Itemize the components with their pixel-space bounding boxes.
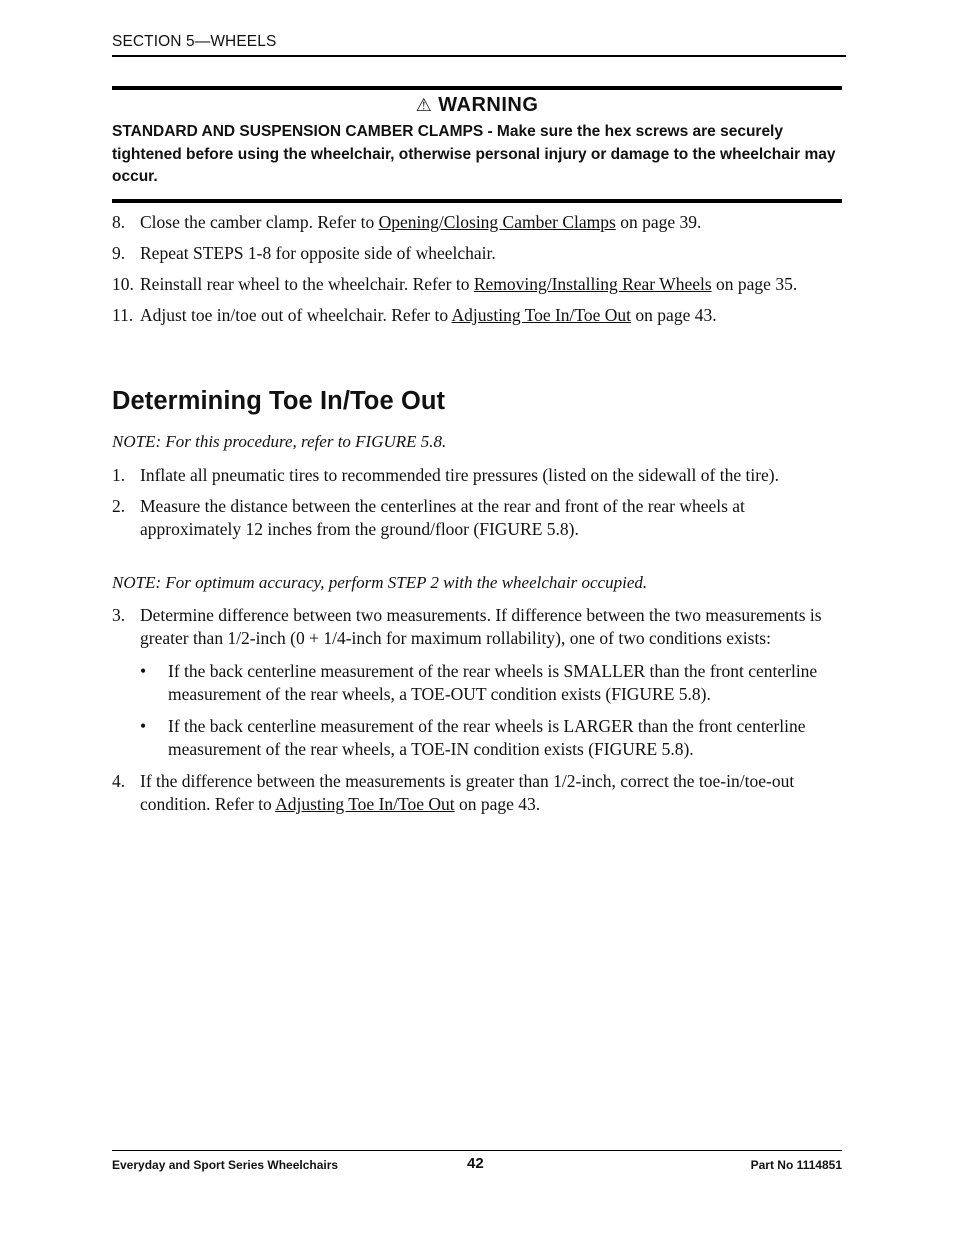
list-item [112,273,842,296]
step-number: 4. [112,771,126,791]
step-text: If the difference between the measurements is greater than 1/2-inch, correct the toe-in/toe-out condition. Refer to [140,771,795,814]
footer-part-number: Part No 1114851 [750,1158,842,1172]
cross-reference-link[interactable]: Opening/Closing Camber Clamps [378,212,616,232]
step-list-continued-2 [112,604,842,824]
warning-body: STANDARD AND SUSPENSION CAMBER CLAMPS - Make sure the hex screws are securely tightened before using the wheelchair, otherwise personal injury or damage to the wheelchair may occur. [112,123,836,185]
bullet-dot: • [140,716,147,736]
warning-triangle-icon: ⚠ [415,95,433,115]
header-divider [112,55,846,57]
warning-top-divider [112,86,842,90]
warning-bottom-divider [112,199,842,203]
step-text: Measure the distance between the centerlines at the rear and front of the rear wheels at approximately 12 inches from the ground/floor (FIGURE 5.8). [140,496,745,539]
section-header: SECTION 5—WHEELS [112,33,277,50]
step-number: 3. [112,605,126,625]
footer-product-name: Everyday and Sport Series Wheelchairs [112,1158,339,1172]
warning-title [112,94,842,117]
step-number: 8. [112,212,126,232]
section-heading: Determining Toe In/Toe Out [112,387,446,415]
step-text-tail: on page 43. [631,305,717,325]
list-item [112,304,842,327]
condition-bullet-list [140,660,842,761]
step-text: Reinstall rear wheel to the wheelchair. Refer to [140,274,474,294]
bullet-text: If the back centerline measurement of the rear wheels is LARGER than the front centerline measurement of the rear wheels, a TOE-IN condition exists (FIGURE 5.8). [168,716,806,759]
step-text-tail: on page 43. [454,794,541,814]
step-text-tail: on page 39. [615,212,702,232]
step-number: 2. [112,496,126,516]
list-item [112,770,842,816]
step-text: Adjust toe in/toe out of wheelchair. Refer to [140,305,452,325]
cross-reference-link[interactable]: Adjusting Toe In/Toe Out [451,305,632,325]
list-item [112,604,842,761]
warning-title-text: WARNING [438,94,539,116]
step-number: 9. [112,243,126,263]
step-text: Inflate all pneumatic tires to recommended tire pressures (listed on the sidewall of the tire). [140,465,780,485]
list-item [112,464,842,487]
step-text: Close the camber clamp. Refer to [140,212,379,232]
cross-reference-link[interactable]: Removing/Installing Rear Wheels [473,274,712,294]
step-number: 11. [112,305,134,325]
bullet-text: If the back centerline measurement of the rear wheels is SMALLER than the front centerline measurement of the rear wheels, a TOE-OUT condition exists (FIGURE 5.8). [168,661,818,704]
list-item [112,495,842,541]
step-text: Repeat STEPS 1-8 for opposite side of wheelchair. [140,243,496,263]
list-item [112,242,842,265]
cross-reference-link[interactable]: Adjusting Toe In/Toe Out [275,794,455,814]
step-number: 1. [112,465,126,485]
accuracy-note: NOTE: For optimum accuracy, perform STEP 2 with the wheelchair occupied. [112,573,648,592]
step-number: 10. [112,274,134,294]
procedure-note: NOTE: For this procedure, refer to FIGURE 5.8. [112,432,447,451]
step-text-tail: on page 35. [711,274,798,294]
step-list [112,464,842,549]
step-list-continued [112,211,842,335]
bullet-dot: • [140,661,147,681]
list-item [112,211,842,234]
footer-divider [112,1150,842,1151]
step-text: Determine difference between two measurements. If difference between the two measurements is greater than 1/2-inch (0 + 1/4-inch for maximum rollability), one of two conditions exists: [140,605,822,648]
page-number: 42 [467,1155,484,1172]
bullet-item [140,660,842,706]
bullet-item [140,715,842,761]
